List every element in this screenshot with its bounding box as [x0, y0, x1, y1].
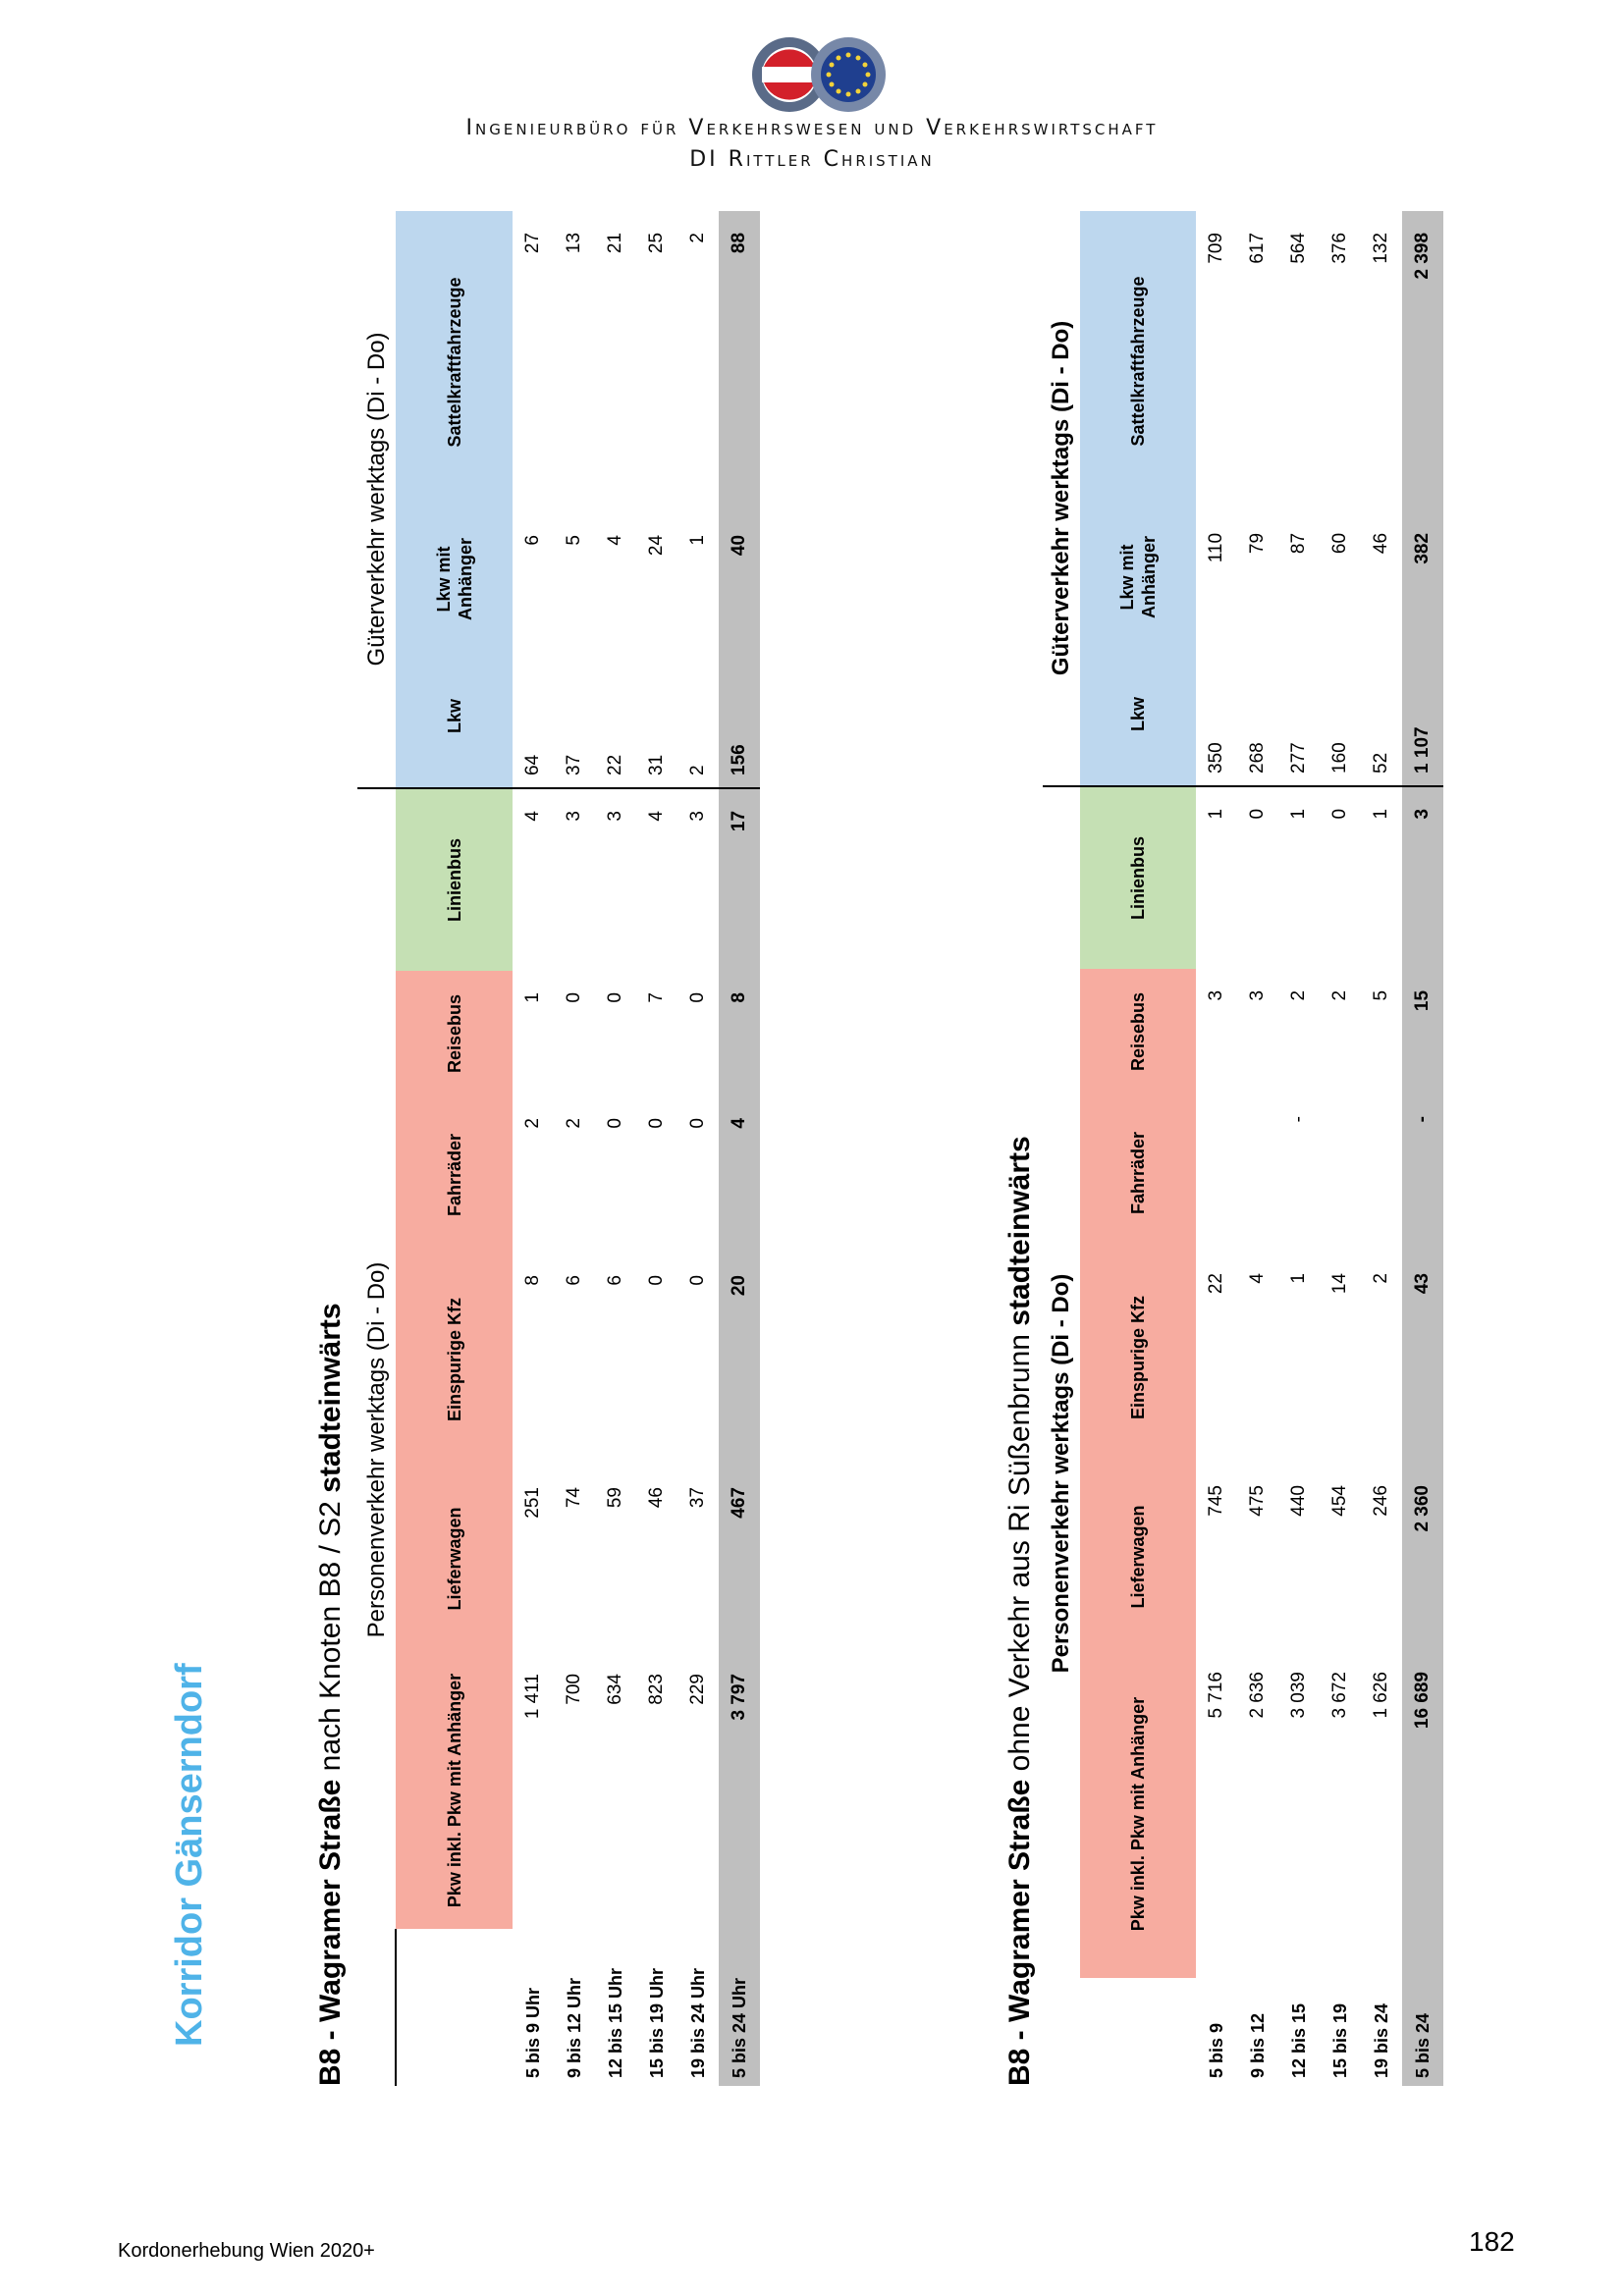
- cell: [1237, 1095, 1278, 1252]
- cell: 277: [1278, 643, 1320, 786]
- cell: 22: [1206, 1273, 1226, 1295]
- cell: 1: [522, 991, 543, 1003]
- cell: 251: [522, 1487, 543, 1519]
- cell: 617: [1247, 232, 1268, 264]
- table1-col-header: Lieferwagen: [396, 1466, 513, 1652]
- table2-col-header: Lieferwagen: [1080, 1464, 1196, 1650]
- cell: 43: [1402, 1252, 1443, 1464]
- table2-col-header: Lkw mit Anhänger: [1080, 511, 1196, 643]
- cell: 634: [605, 1674, 625, 1705]
- table1-group-goods: Güterverkehr werktags (Di - Do): [357, 211, 396, 788]
- cell: 1 107: [1402, 643, 1443, 786]
- cell: 467: [719, 1466, 760, 1652]
- table2-col-header: Linienbus: [1080, 786, 1196, 969]
- cell: 8: [719, 971, 760, 1096]
- cell: 31: [636, 645, 677, 788]
- cell: 2: [1288, 989, 1309, 1001]
- cell: 3 797: [719, 1652, 760, 1929]
- cell: 21: [605, 232, 625, 254]
- cell: 1 626: [1371, 1672, 1391, 1719]
- cell: 0: [687, 1275, 708, 1286]
- cell: 37: [687, 1487, 708, 1509]
- cell: 14: [1329, 1273, 1350, 1295]
- cell: 3: [687, 810, 708, 822]
- cell: 15: [1402, 969, 1443, 1095]
- table2-title-mid: ohne Verkehr aus Ri Süßenbrunn: [1003, 1325, 1036, 1780]
- cell: 3 039: [1288, 1672, 1309, 1719]
- cell: 2: [677, 645, 719, 788]
- cell: 823: [646, 1674, 667, 1705]
- cell: 0: [1329, 808, 1350, 820]
- table2-group-goods: Güterverkehr werktags (Di - Do): [1043, 211, 1080, 786]
- cell: 27: [522, 232, 543, 254]
- cell: 46: [646, 1487, 667, 1509]
- cell: 0: [646, 1275, 667, 1286]
- cell: 46: [1371, 532, 1391, 555]
- table-row: [1320, 211, 1361, 2086]
- cell: 7: [646, 991, 667, 1003]
- table1-col-header: Einspurige Kfz: [396, 1254, 513, 1466]
- cell: 22: [595, 645, 636, 788]
- table1-title: [314, 1303, 348, 2086]
- table1-col-header: Lkw: [396, 645, 513, 788]
- cell: 20: [719, 1254, 760, 1466]
- table-row: [1196, 211, 1237, 2086]
- table-row: [636, 211, 677, 2086]
- table2-col-header: Reisebus: [1080, 969, 1196, 1095]
- row-label: 12 bis 15: [1288, 2002, 1309, 2078]
- cell: 40: [719, 513, 760, 645]
- table1-group-persons: Personenverkehr werktags (Di - Do): [362, 1261, 390, 1638]
- table2-title-bold: B8 - Wagramer Straße: [1003, 1779, 1036, 2086]
- cell: 1: [687, 534, 708, 546]
- table2-title: [1003, 1136, 1037, 2086]
- cell: 79: [1247, 532, 1268, 555]
- cell: 3 672: [1329, 1672, 1350, 1719]
- cell: 60: [1329, 532, 1350, 555]
- cell: 1: [1206, 808, 1226, 820]
- total-row: [1402, 211, 1443, 2086]
- cell: 4: [522, 810, 543, 822]
- cell: 1: [1288, 1273, 1309, 1284]
- cell: 3: [605, 810, 625, 822]
- row-label: 15 bis 19: [1329, 2002, 1350, 2078]
- cell: 59: [605, 1487, 625, 1509]
- cell: [1196, 1095, 1237, 1252]
- table-row: [513, 211, 554, 2086]
- cell: 37: [554, 645, 595, 788]
- cell: 1: [1371, 808, 1391, 820]
- cell: 564: [1288, 232, 1309, 264]
- cell: 132: [1371, 232, 1391, 264]
- table2-col-header: Einspurige Kfz: [1080, 1252, 1196, 1464]
- table1-title-end: stadteinwärts: [314, 1303, 347, 1493]
- cell: 3: [564, 810, 584, 822]
- table1-col-header: Linienbus: [396, 788, 513, 971]
- row-label: 5 bis 24: [1402, 1978, 1443, 2086]
- table1: [357, 211, 760, 2086]
- cell: 745: [1206, 1485, 1226, 1517]
- cell: 1: [1288, 808, 1309, 820]
- row-label: 5 bis 9: [1206, 2022, 1226, 2078]
- table2-col-header: Sattelkraftfahrzeuge: [1080, 211, 1196, 511]
- cell: 156: [719, 645, 760, 788]
- cell: 4: [719, 1096, 760, 1254]
- table-row: [1278, 211, 1320, 2086]
- cell: 13: [564, 232, 584, 254]
- cell: 0: [646, 1118, 667, 1129]
- cell: 0: [605, 1118, 625, 1129]
- cell: 709: [1206, 232, 1226, 264]
- cell: 376: [1329, 232, 1350, 264]
- table2-title-end: stadteinwärts: [1003, 1136, 1036, 1326]
- company-logo: [746, 35, 895, 114]
- table-row: [1361, 211, 1402, 2086]
- cell: 5: [1371, 989, 1391, 1001]
- row-label: 12 bis 15 Uhr: [605, 1967, 625, 2078]
- table1-title-mid: nach Knoten B8 / S2: [314, 1492, 347, 1780]
- total-row: [719, 211, 760, 2086]
- cell: 454: [1329, 1485, 1350, 1517]
- cell: 6: [605, 1275, 625, 1286]
- cell: 6: [564, 1275, 584, 1286]
- cell: 110: [1206, 532, 1226, 563]
- page-number: 182: [1469, 2226, 1515, 2257]
- cell: 5 716: [1206, 1672, 1226, 1719]
- cell: 1 411: [522, 1674, 543, 1720]
- table2-col-header: Pkw inkl. Pkw mit Anhänger: [1080, 1650, 1196, 1978]
- cell: -: [1402, 1095, 1443, 1252]
- cell: 87: [1288, 532, 1309, 555]
- footer-document-title: Kordonerhebung Wien 2020+: [118, 2240, 375, 2262]
- cell: 52: [1361, 643, 1402, 786]
- table1-col-header: Fahrräder: [396, 1096, 513, 1254]
- row-label: 19 bis 24 Uhr: [687, 1967, 708, 2078]
- table2: [1043, 211, 1443, 2086]
- cell: 3: [1206, 989, 1226, 1001]
- cell: 5: [564, 534, 584, 546]
- cell: 229: [687, 1674, 708, 1705]
- cell: [1320, 1095, 1361, 1252]
- cell: 0: [687, 1118, 708, 1129]
- cell: 475: [1247, 1485, 1268, 1517]
- cell: 0: [1247, 808, 1268, 820]
- cell: 700: [564, 1674, 584, 1705]
- cell: [1361, 1095, 1402, 1252]
- cell: 246: [1371, 1485, 1391, 1517]
- cell: 0: [687, 991, 708, 1003]
- cell: 2: [522, 1118, 543, 1129]
- table1-col-header: Lkw mit Anhänger: [396, 513, 513, 645]
- cell: 25: [646, 232, 667, 254]
- corridor-title: Korridor Gänserndorf: [169, 1663, 210, 2047]
- cell: 2: [1371, 1273, 1391, 1284]
- cell: 16 689: [1402, 1650, 1443, 1978]
- company-name-line1: Ingenieurbüro für Verkehrswesen und Verkehrswirtschaft: [465, 116, 1159, 140]
- cell: 2 636: [1247, 1672, 1268, 1719]
- row-label: 19 bis 24: [1371, 2002, 1391, 2078]
- cell: 382: [1402, 511, 1443, 643]
- table1-col-header: Reisebus: [396, 971, 513, 1096]
- row-label: 5 bis 24 Uhr: [719, 1929, 760, 2086]
- table-row: [1237, 211, 1278, 2086]
- cell: 24: [646, 534, 667, 557]
- table2-col-header: Lkw: [1080, 643, 1196, 786]
- table1-col-header: Pkw inkl. Pkw mit Anhänger: [396, 1652, 513, 1929]
- cell: 8: [522, 1275, 543, 1286]
- cell: 4: [605, 534, 625, 546]
- cell: 3: [1402, 786, 1443, 969]
- cell: 2: [1329, 989, 1350, 1001]
- cell: 74: [564, 1487, 584, 1509]
- company-name-line2: DI Rittler Christian: [689, 147, 935, 172]
- cell: 88: [719, 211, 760, 513]
- cell: 4: [646, 810, 667, 822]
- cell: 440: [1288, 1485, 1309, 1517]
- cell: 6: [522, 534, 543, 546]
- row-label: 5 bis 9 Uhr: [522, 1987, 543, 2078]
- table-row: [677, 211, 719, 2086]
- cell: 4: [1247, 1273, 1268, 1284]
- table-row: [554, 211, 595, 2086]
- cell: 64: [513, 645, 554, 788]
- row-label: 9 bis 12 Uhr: [564, 1977, 584, 2078]
- cell: 160: [1320, 643, 1361, 786]
- cell: 0: [564, 991, 584, 1003]
- rotated-page-content: [163, 211, 1439, 2086]
- cell: 2: [687, 232, 708, 243]
- table2-col-header: Fahrräder: [1080, 1095, 1196, 1252]
- cell: 2 360: [1402, 1464, 1443, 1650]
- table2-group-persons: Personenverkehr werktags (Di - Do): [1048, 1273, 1074, 1674]
- table1-title-bold: B8 - Wagramer Straße: [314, 1779, 347, 2086]
- row-label: 9 bis 12: [1247, 2012, 1268, 2078]
- row-label: 15 bis 19 Uhr: [646, 1967, 667, 2078]
- cell: 350: [1196, 643, 1237, 786]
- cell: 17: [719, 788, 760, 971]
- cell: 2: [564, 1118, 584, 1129]
- table1-col-header: Sattelkraftfahrzeuge: [396, 211, 513, 513]
- table-row: [595, 211, 636, 2086]
- cell: 268: [1237, 643, 1278, 786]
- cell: 3: [1247, 989, 1268, 1001]
- cell: 2 398: [1402, 211, 1443, 511]
- cell: 0: [605, 991, 625, 1003]
- cell: -: [1288, 1116, 1309, 1123]
